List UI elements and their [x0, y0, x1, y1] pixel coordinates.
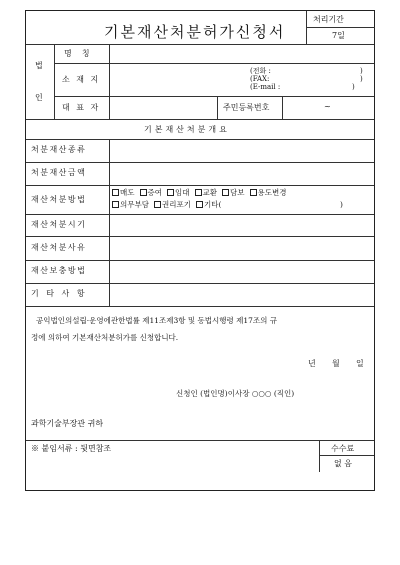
divider [109, 139, 110, 306]
divider [26, 139, 374, 140]
fee-value: 없 음 [334, 459, 352, 468]
row-label-reason: 재산처분사유 [31, 243, 87, 252]
representative-label: 대 표 자 [62, 103, 101, 112]
phone-line: (전화 : [250, 67, 271, 75]
checkbox-icon[interactable] [167, 189, 174, 196]
row-label-kind: 처분재산종류 [31, 145, 87, 154]
statement-line-2: 정에 의하여 기본재산처분허가를 신청합니다. [31, 333, 179, 342]
method-options-line2 [112, 200, 221, 210]
divider [306, 27, 375, 28]
row-label-time: 재산처분시기 [31, 220, 87, 229]
processing-period-value: 7일 [332, 31, 345, 40]
checkbox-icon[interactable] [154, 201, 161, 208]
method-waiver[interactable]: 권리포기 [154, 200, 191, 210]
addressee: 과학기술부장관 귀하 [31, 419, 104, 428]
divider [282, 96, 283, 119]
divider [26, 440, 374, 441]
method-lease[interactable]: 임대 [167, 188, 190, 198]
row-label-method: 재산처분방법 [31, 195, 87, 204]
form-title: 기본재산처분허가신청서 [104, 23, 286, 41]
statement-line-1: 공익법인의설립·운영에관한법률 제11조제3항 및 동법시행령 제17조의 규 [36, 316, 278, 325]
method-obligation[interactable]: 의무부담 [112, 200, 149, 210]
checkbox-icon[interactable] [250, 189, 257, 196]
divider [26, 119, 374, 120]
date-month: 월 [332, 359, 340, 368]
divider [319, 440, 320, 472]
checkbox-icon[interactable] [112, 201, 119, 208]
method-collateral[interactable]: 담보 [222, 188, 245, 198]
address-label: 소 재 지 [62, 75, 101, 84]
applicant-signature: 신청인 (법인명)이사장 ○○○ (직인) [176, 389, 295, 398]
processing-period-label: 처리기간 [313, 15, 344, 24]
method-exchange[interactable]: 교환 [195, 188, 218, 198]
date-year: 년 [308, 359, 316, 368]
email-close: ) [352, 83, 355, 91]
attachment-note: ※ 붙임서류 : 뒷면참조 [31, 444, 112, 453]
divider [217, 96, 218, 119]
method-other[interactable]: 기타( [196, 200, 221, 210]
divider [109, 44, 110, 119]
divider [26, 306, 374, 307]
overview-title: 기본재산처분개요 [144, 125, 230, 134]
name-label: 명 칭 [64, 49, 90, 58]
corporation-label: 법 [35, 61, 43, 70]
row-label-amount: 처분재산금액 [31, 168, 87, 177]
checkbox-icon[interactable] [140, 189, 147, 196]
divider [54, 96, 374, 97]
method-other-close: ) [340, 200, 343, 209]
divider [54, 63, 374, 64]
divider [54, 44, 55, 119]
checkbox-icon[interactable] [112, 189, 119, 196]
row-label-supplement: 재산보충방법 [31, 266, 87, 275]
checkbox-icon[interactable] [222, 189, 229, 196]
divider [26, 214, 374, 215]
method-sale[interactable]: 매도 [112, 188, 135, 198]
divider [26, 283, 374, 284]
phone-close: ) [360, 67, 363, 75]
method-options-line1 [112, 188, 286, 198]
method-use-change[interactable]: 용도변경 [250, 188, 287, 198]
corporation-label: 인 [35, 93, 43, 102]
divider [26, 162, 374, 163]
checkbox-icon[interactable] [195, 189, 202, 196]
divider [26, 236, 374, 237]
divider [319, 455, 374, 456]
fax-close: ) [360, 75, 363, 83]
fee-label: 수수료 [331, 444, 355, 453]
resident-id-label: 주민등록번호 [223, 103, 270, 112]
date-day: 일 [356, 359, 364, 368]
row-label-other: 기 타 사 항 [31, 289, 88, 298]
fax-line: (FAX: [250, 75, 270, 83]
application-form [25, 10, 375, 491]
checkbox-icon[interactable] [196, 201, 203, 208]
method-gift[interactable]: 증여 [140, 188, 163, 198]
email-line: (E-mail : [250, 83, 281, 91]
divider [26, 44, 374, 45]
divider [26, 185, 374, 186]
resident-id-separator: ~ [324, 102, 331, 111]
divider [26, 260, 374, 261]
